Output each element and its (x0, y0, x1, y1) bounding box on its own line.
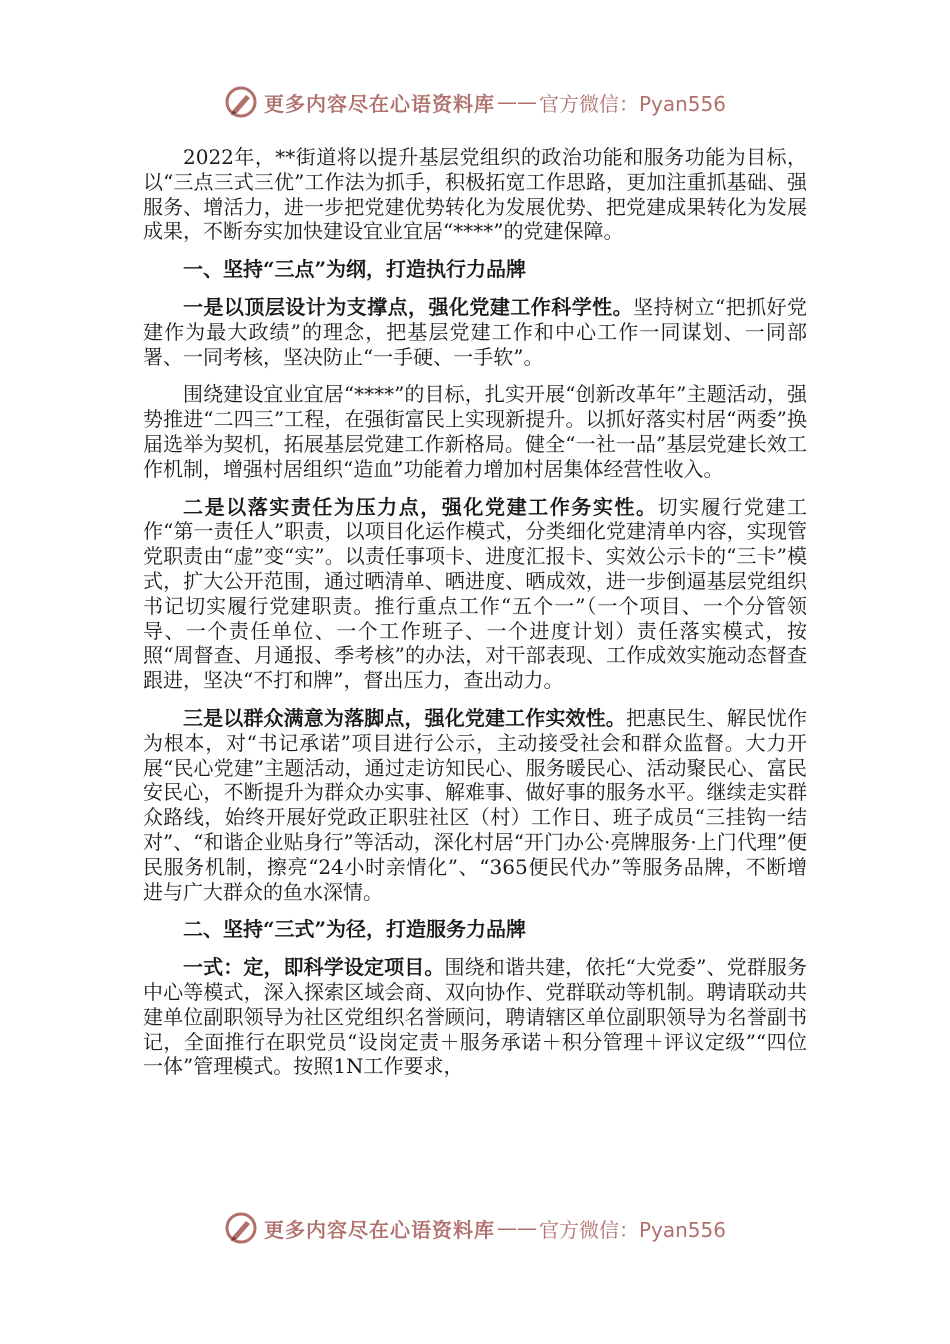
paragraph-lead: 一是以顶层设计为支撑点，强化党建工作科学性。 (183, 294, 634, 319)
watermark-footer (0, 1208, 950, 1248)
watermark-brand: 更多内容尽在心语资料库 (263, 91, 495, 116)
paragraph-lead: 三是以群众满意为落脚点，强化党建工作实效性。 (183, 705, 626, 730)
paragraph-lead: 二是以落实责任为压力点，强化党建工作务实性。 (183, 494, 658, 519)
intro-paragraph: 2022年，**街道将以提升基层党组织的政治功能和服务功能为目标，以“三点三式三优”工作法为抓手，积极拓宽工作思路，更加注重抓基础、强服务、增活力，进一步把党建优势转化为发展优势、把党建成果转化为发展成果，不断夯实加快建设宜业宜居“****”的党建保障。 (143, 145, 807, 244)
paragraph-text: 围绕和谐共建，依托“大党委”、党群服务中心等模式，深入探索区域会商、双向协作、党群联动等机制。聘请联动共建单位副职领导为社区党组织名誉顾问，聘请辖区单位副职领导为名誉副书记，全面推行在职党员“设岗定责＋服务承诺＋积分管理＋评议定级”“四位一体”管理模式。按照1N工作要求， (143, 955, 808, 1079)
paragraph-1 (143, 295, 807, 369)
section-heading-1: 一、坚持“三点”为纲，打造执行力品牌 (183, 257, 527, 282)
pen-logo-icon (224, 1211, 258, 1245)
paragraph-2: 围绕建设宜业宜居“****”的目标，扎实开展“创新改革年”主题活动，强势推进“二四三”工程，在强街富民上实现新提升。以抓好落实村居“两委”换届选举为契机，拓展基层党建工作新格局。健全“一社一品”基层党建长效工作机制，增强村居组织“造血”功能着力增加村居集体经营性收入。 (143, 382, 807, 481)
paragraph-lead: 一式：定，即科学设定项目。 (183, 955, 445, 980)
watermark-dash: —— (496, 90, 537, 114)
paragraph-text: 坚持树立“把抓好党建作为最大政绩”的理念，把基层党建工作和中心工作一同谋划、一同部署、一同考核，坚决防止“一手硬、一手软”。 (143, 294, 808, 369)
watermark-header (0, 82, 950, 122)
watermark-dash: —— (496, 1216, 537, 1240)
paragraph-text: 把惠民生、解民忧作为根本，对“书记承诺”项目进行公示，主动接受社会和群众监督。大力开展“民心党建”主题活动，通过走访知民心、服务暖民心、活动聚民心、富民安民心，不断提升为群众办实事、解难事、做好事的服务水平。继续走实群众路线，始终开展好党政正职驻社区（村）工作日、班子成员“三挂钩一结对”、“和谐企业贴身行”等活动，深化村居“开门办公·亮牌服务·上门代理”便民服务机制，擦亮“24小时亲情化”、“365便民代办”等服务品牌，不断增进与广大群众的鱼水深情。 (143, 705, 808, 904)
document-body (143, 145, 807, 1092)
pen-logo-icon (224, 85, 258, 119)
watermark-wechat: 官方微信：Pyan556 (538, 91, 726, 116)
paragraph-3 (143, 495, 807, 693)
watermark-wechat: 官方微信：Pyan556 (538, 1217, 726, 1242)
section-heading-2: 二、坚持“三式”为径，打造服务力品牌 (183, 917, 527, 942)
paragraph-5 (143, 955, 807, 1079)
paragraph-text: 切实履行党建工作“第一责任人”职责，以项目化运作模式，分类细化党建清单内容，实现管党职责由“虚”变“实”。以责任事项卡、进度汇报卡、实效公示卡的“三卡”模式，扩大公开范围，通过晒清单、晒进度、晒成效，进一步倒逼基层党组织书记切实履行党建职责。推行重点工作“五个一”（一个项目、一个分管领导、一个责任单位、一个工作班子、一个进度计划）责任落实模式，按照“周督查、月通报、季考核”的办法，对干部表现、工作成效实施动态督查跟进，坚决“不打和牌”，督出压力，查出动力。 (143, 494, 808, 693)
paragraph-4 (143, 706, 807, 904)
watermark-brand: 更多内容尽在心语资料库 (263, 1217, 495, 1242)
